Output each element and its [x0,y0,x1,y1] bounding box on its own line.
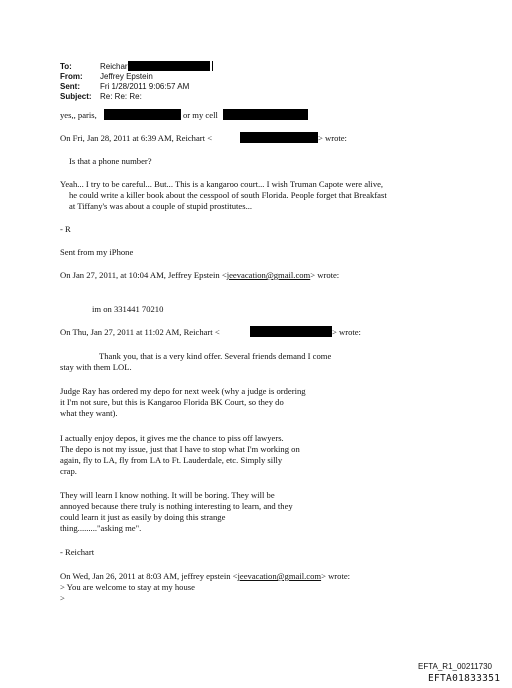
header-subject-label: Subject: [60,92,92,101]
body-line: Is that a phone number? [69,156,152,166]
header-to-value: Reichar [100,62,128,71]
redaction-bar [128,61,210,71]
body-line: Yeah... I try to be careful... But... This is a kangaroo court... I wish Truman Capote were alive, [60,179,384,189]
body-line: yes,, paris, [60,110,97,120]
body-line: They will learn I know nothing. It will be boring. They will be [60,490,275,500]
email-link[interactable]: jeevacation@gmail.com [237,571,322,581]
redaction-bar [250,326,332,337]
header-from-label: From: [60,72,83,81]
header-from-value: Jeffrey Epstein [100,72,153,81]
email-link[interactable]: jeevacation@gmail.com [226,270,311,280]
body-line: im on 331441 70210 [92,304,164,314]
body-line: crap. [60,466,77,476]
header-sent-value: Fri 1/28/2011 9:06:57 AM [100,82,190,91]
body-line: he could write a killer book about the cesspool of south Florida. People forget that Breakfast [69,190,387,200]
body-line: Sent from my iPhone [60,247,134,257]
quote-header: On Jan 27, 2011, at 10:04 AM, Jeffrey Epstein <jeevacation@gmail.com> wrote: [60,270,340,280]
body-line: again, fly to LA, fly from LA to Ft. Lauderdale, etc. Simply silly [60,455,283,465]
redaction-bar [240,132,318,143]
body-line: at Tiffany's was about a couple of stupid prostitutes... [69,201,253,211]
bates-number: EFTA01833351 [428,673,501,684]
signature: - Reichart [60,547,95,557]
redaction-bar [104,109,181,120]
document-reference: EFTA_R1_00211730 [418,662,492,671]
body-line: what they want). [60,408,118,418]
body-line: I actually enjoy depos, it gives me the chance to piss off lawyers. [60,433,284,443]
quote-header: On Wed, Jan 26, 2011 at 8:03 AM, jeffrey epstein <jeevacation@gmail.com> wrote: [60,571,351,581]
body-line: or my cell [183,110,218,120]
quote-header: > wrote: [332,327,361,337]
header-to-label: To: [60,62,72,71]
body-line: it I'm not sure, but this is Kangaroo Florida BK Court, so they do [60,397,284,407]
quote-header: On Fri, Jan 28, 2011 at 6:39 AM, Reichart < [60,133,213,143]
header-sent-label: Sent: [60,82,80,91]
body-line: annoyed because there truly is nothing interesting to learn, and they [60,501,293,511]
quote-header: > wrote: [318,133,347,143]
signature: - R [60,224,71,234]
quoted-line: > You are welcome to stay at my house [60,582,195,592]
body-line: The depo is not my issue, just that I have to stop what I'm working on [60,444,300,454]
body-line: Judge Ray has ordered my depo for next week (why a judge is ordering [60,386,306,396]
header-subject-value: Re: Re: Re: [100,92,142,101]
redaction-bar [212,61,213,71]
body-line: thing........."asking me". [60,523,142,533]
body-line: could learn it just as easily by doing this strange [60,512,226,522]
body-line: stay with them LOL. [60,362,132,372]
redaction-bar [223,109,308,120]
quote-header: On Thu, Jan 27, 2011 at 11:02 AM, Reichart < [60,327,220,337]
quoted-line: > [60,593,65,603]
body-line: Thank you, that is a very kind offer. Several friends demand I come [99,351,332,361]
